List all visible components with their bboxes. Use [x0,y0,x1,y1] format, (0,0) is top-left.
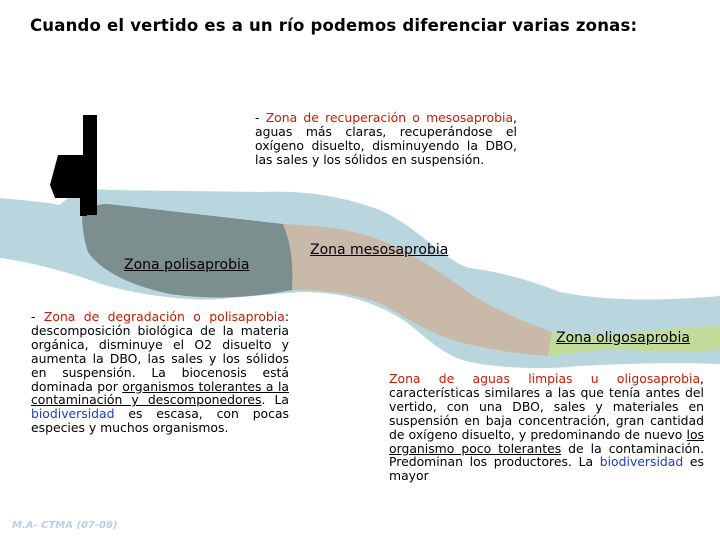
zone-polisaprobia-label: Zona polisaprobia [124,257,250,273]
degradacion-biodiversidad: biodiversidad [31,406,115,422]
limpias-paragraph [389,372,704,483]
degradacion-dash: - [31,309,44,324]
recuperacion-paragraph [255,111,517,167]
limpias-biodiversidad: biodiversidad [599,454,684,470]
page-title: Cuando el vertido es a un río podemos diferenciar varias zonas: [30,16,638,35]
limpias-heading: Zona de aguas limpias u oligosaprobia [389,371,701,386]
zone-oligosaprobia-label: Zona oligosaprobia [556,330,690,346]
credit-text: M.A- CTMA (07-08) [12,520,118,531]
degradacion-paragraph [31,310,289,435]
zone-mesosaprobia-label: Zona mesosaprobia [310,242,449,258]
degradacion-part3: es escasa, con pocas especies y muchos organismos. [31,406,289,436]
limpias-part1: , características similares a las que tenía antes del vertido, con una DBO, sales y materiales en suspensión en baja concentración, gran cantidad de oxígeno disuelto, y predominando de nuevo [389,371,704,442]
degradacion-part2: . La [261,392,290,408]
recuperacion-heading: Zona de recuperación o mesosaprobia [265,110,514,125]
recuperacion-body: , aguas más claras, recuperándose el oxígeno disuelto, disminuyendo la DBO, las sales y los sólidos en suspensión. [255,110,517,167]
degradacion-underlined: organismos tolerantes a la contaminación y descomponedores [31,378,290,408]
degradacion-part1: : descomposición biológica de la materia orgánica, disminuye el O2 disuelto y aumenta la DBO, las sales y los sólidos en suspensión. La biocenosis está dominada por [31,309,289,394]
recuperacion-dash: - [255,110,266,125]
limpias-underlined: los organismo poco tolerantes [389,426,704,456]
limpias-part3: es mayor [389,454,704,484]
limpias-part2: de la contaminación. Predominan los productores. La [389,440,705,470]
degradacion-heading: Zona de degradación o polisaprobia [43,309,285,324]
